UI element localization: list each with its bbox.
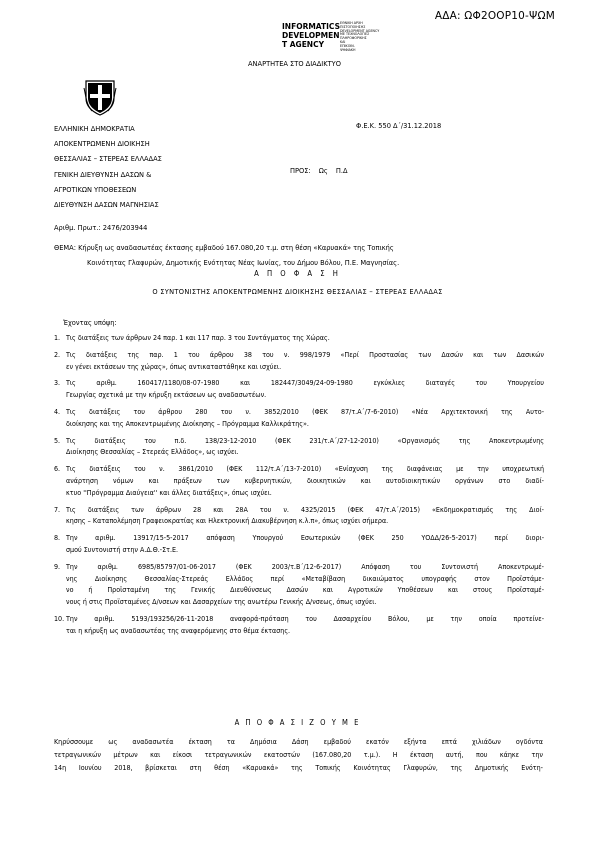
ada-code: ΑΔΑ: ΩΦ2ΟΟΡ10-ΨΩΜ <box>434 10 555 22</box>
list-item-text: Την αριθμ. 6985/85797/01-06-2017 (ΦΕΚ 2003/τ.Β΄/12-6-2017) Απόφαση του Συντονιστή Αποκεντρωμέ- <box>66 561 544 571</box>
recipient: ΠΡΟΣ: Ως Π.Δ <box>290 166 348 175</box>
list-item-text: Τις διατάξεις της παρ. 1 του άρθρου 38 του ν. 998/1979 «Περί Προστασίας των Δασών και των Δασικών <box>66 349 544 359</box>
list-item-number: 3. <box>54 378 61 388</box>
logo-small-line: ΕΘΝΙΚΗ ΑΡΧΗ <box>340 21 363 25</box>
list-item-number: 1. <box>54 333 61 342</box>
subject-line: ΘΕΜΑ: Κήρυξη ως αναδασωτέας έκτασης εμβαδού 167.080,20 τ.μ. στη θέση «Καρυακά» της Τοπικής <box>54 243 394 252</box>
list-item-text: Τις διατάξεις του άρθρου 280 του ν. 3852/2010 (ΦΕΚ 87/τ.Α΄/7-6-2010) «Νέα Αρχιτεκτονική της Αυτο- <box>66 406 544 416</box>
list-item-text: Τις διατάξεις του π.δ. 138/23-12-2010 (ΦΕΚ 231/τ.Α΄/27-12-2010) «Οργανισμός της Αποκεντρωμένης <box>66 435 544 445</box>
list-item-text: σμού Συντονιστή στην Α.Δ.Θ.-Στ.Ε. <box>66 544 179 554</box>
list-item-number: 5. <box>54 435 61 445</box>
list-item-text: Την αριθμ. 5193/193256/26-11-2018 αναφορά-πρόταση του Δασαρχείου Βόλου, με την οποία προτείνε- <box>66 613 544 623</box>
list-item-text: διοίκησης και της Αποκεντρωμένης Διοίκησης – Πρόγραμμα Καλλικράτης». <box>66 418 309 428</box>
list-item-text: ανάρτηση νόμων και πράξεων των κυβερνητικών, διοικητικών και αυτοδιοικητικών οργάνων στο διαδί- <box>66 475 544 485</box>
list-item <box>54 435 544 459</box>
list-item-text: ται η κήρυξη ως αναδασωτέας της αναφερόμενης στο θέμα έκτασης. <box>66 625 291 635</box>
list-item-text: εν γένει εκτάσεων της χώρας», όπως αντικαταστάθηκε και ισχύει. <box>66 361 282 371</box>
list-item-text: νο ή Προϊσταμένη της Γενικής Διευθύνσεως Δασών και Αγροτικών Υποθέσεων και στους Προϊσταμέ- <box>66 585 544 595</box>
authority-line: ΑΠΟΚΕΝΤΡΩΜΕΝΗ ΔΙΟΙΚΗΣΗ <box>54 139 150 149</box>
issuing-authority <box>54 121 162 212</box>
coordinator-heading: Ο ΣΥΝΤΟΝΙΣΤΗΣ ΑΠΟΚΕΝΤΡΩΜΕΝΗΣ ΔΙΟΙΚΗΣΗΣ ΘΕΣΣΑΛΙΑΣ – ΣΤΕΡΕΑΣ ΕΛΛΑΔΑΣ <box>152 287 443 296</box>
list-item-number: 8. <box>54 533 61 543</box>
list-item <box>54 613 544 637</box>
authority-line: ΔΙΕΥΘΥΝΣΗ ΔΑΣΩΝ ΜΑΓΝΗΣΙΑΣ <box>54 200 159 210</box>
logo-small-line: ΠΛΗΡΟΦΟΡΙΚΗΣ <box>340 36 367 41</box>
list-item-number: 6. <box>54 464 61 474</box>
post-online-notice: ΑΝΑΡΤΗΤΕΑ ΣΤΟ ΔΙΑΔΙΚΤΥΟ <box>248 59 341 68</box>
list-item-text: νης Διοίκησης Θεσσαλίας-Στερεάς Ελλάδος περί «Μεταβίβαση δικαιώματος υπογραφής στον Προϊστάμε- <box>66 573 544 583</box>
list-item-number: 2. <box>54 349 61 359</box>
authority-line: ΑΓΡΟΤΙΚΩΝ ΥΠΟΘΕΣΕΩΝ <box>54 184 137 194</box>
list-item-text: Τις αριθμ. 160417/1180/08-07-1980 και 182447/3049/24-09-1980 εγκύκλιες διαταγές του Υπουργείου <box>66 378 544 388</box>
decision-body <box>54 735 543 775</box>
authority-line: ΓΕΝΙΚΗ ΔΙΕΥΘΥΝΣΗ ΔΑΣΩΝ & <box>54 169 152 179</box>
considering-heading: Έχοντας υπόψη: <box>63 318 117 327</box>
decision-line: 14η Ιουνίου 2018, βρίσκεται στη θέση «Καρυακά» της Τοπικής Κοινότητας Γλαφυρών, της Δημοτικής Ενότη- <box>54 763 543 773</box>
list-item-text: Την αριθμ. 13917/15-5-2017 απόφαση Υπουργού Εσωτερικών (ΦΕΚ 250 ΥΟΔΔ/26-5-2017) περί διορι- <box>66 533 544 543</box>
list-item-number: 9. <box>54 561 61 571</box>
list-item <box>54 504 544 528</box>
logo-line: INFORMATICS <box>282 22 340 31</box>
logo-small-line: ΚΑΙ <box>340 39 346 44</box>
authority-line: ΕΛΛΗΝΙΚΗ ΔΗΜΟΚΡΑΤΙΑ <box>54 124 135 133</box>
list-item-text: κτυο ''Πρόγραμμα Διαύγεια'' και άλλες διατάξεις», όπως ισχύει. <box>66 487 272 497</box>
greek-coat-of-arms-icon <box>83 78 117 116</box>
list-item-text: Διοίκησης Θεσσαλίας – Στερεάς Ελλάδος», ως ισχύει. <box>66 447 239 457</box>
decision-line: τετραγωνικών μέτρων και είκοσι τετραγωνικών εκατοστών (167.080,20 τ.μ.). Η έκταση αυτή, που κάηκε την <box>54 750 543 760</box>
list-item-text: Τις διατάξεις του ν. 3861/2010 (ΦΕΚ 112/τ.Α΄/13-7-2010) «Ενίσχυση της διαφάνειας με την υποχρεωτική <box>66 464 544 474</box>
list-item <box>54 463 544 498</box>
list-item-number: 7. <box>54 504 61 514</box>
list-item-text: Τις διατάξεις των άρθρων 28 και 28Α του ν. 4325/2015 (ΦΕΚ 47/τ.Α΄/2015) «Εκδημοκρατισμός της Διοί- <box>66 504 544 514</box>
list-item <box>54 349 544 373</box>
protocol-number: Αριθμ. Πρωτ.: 2476/203944 <box>54 223 148 232</box>
authority-line: ΘΕΣΣΑΛΙΑΣ – ΣΤΕΡΕΑΣ ΕΛΛΑΔΑΣ <box>54 154 162 164</box>
list-item-text: Γεωργίας σχετικά με την κήρυξη εκτάσεων ως αναδασωτέων. <box>66 390 267 400</box>
we-decide-heading: Α Π Ο Φ Α Σ Ι Ζ Ο Υ Μ Ε <box>234 718 361 727</box>
list-item <box>54 332 544 344</box>
considerations-list <box>54 332 544 642</box>
subject <box>54 241 399 270</box>
logo-line: DEVELOPMEN <box>282 31 340 40</box>
list-item-text: κησης – Καταπολέμηση Γραφειοκρατίας και Ηλεκτρονική Διακυβέρνηση κ.λ.π», όπως ισχύει σήμερα. <box>66 516 389 526</box>
list-item-number: 10. <box>54 613 65 623</box>
decision-title: Α Π Ο Φ Α Σ Η <box>254 269 341 278</box>
list-item <box>54 406 544 430</box>
subject-line: Κοινότητας Γλαφυρών, Δημοτικής Ενότητας Νέας Ιωνίας, του Δήμου Βόλου, Π.Ε. Μαγνησίας. <box>87 257 400 267</box>
logo-line: T AGENCY <box>282 40 325 49</box>
list-item-number: 4. <box>54 406 61 416</box>
list-item <box>54 377 544 401</box>
logo-small-line: ΜΕ ΤΕΧΝΟΛΟΓΙΕΣ <box>340 32 370 37</box>
logo-small-line: ΠΙΣΤΟΠΟΙΗΣΗΣ <box>340 24 366 29</box>
list-item <box>54 532 544 556</box>
informatics-agency-logo <box>282 22 340 49</box>
logo-small-line: DEVELOPMENT AGENCY <box>340 28 380 33</box>
decision-line: Κηρύσσουμε ως αναδασωτέα έκταση τα Δημόσια Δάση εμβαδού εκατόν εξήντα επτά χιλιάδων ογδόντα <box>54 737 543 746</box>
logo-small-line: ΕΠΙΚΟΙΝ. <box>340 43 355 48</box>
list-item-text: νους ή στις Προϊσταμένες Δ/νσεων και Δασαρχείων της ανωτέρω Γενικής Δ/νσεως, όπως ισχύει. <box>66 597 377 607</box>
logo-small-line: ΨΗΦΙΑΚΗ <box>340 47 356 52</box>
logo-small-text <box>340 22 379 52</box>
list-item <box>54 561 544 608</box>
list-item-text: Τις διατάξεις των άρθρων 24 παρ. 1 και 117 παρ. 3 του Συντάγματος της Χώρας. <box>66 333 330 342</box>
gazette-reference: Φ.Ε.Κ. 550 Δ΄/31.12.2018 <box>356 121 442 130</box>
